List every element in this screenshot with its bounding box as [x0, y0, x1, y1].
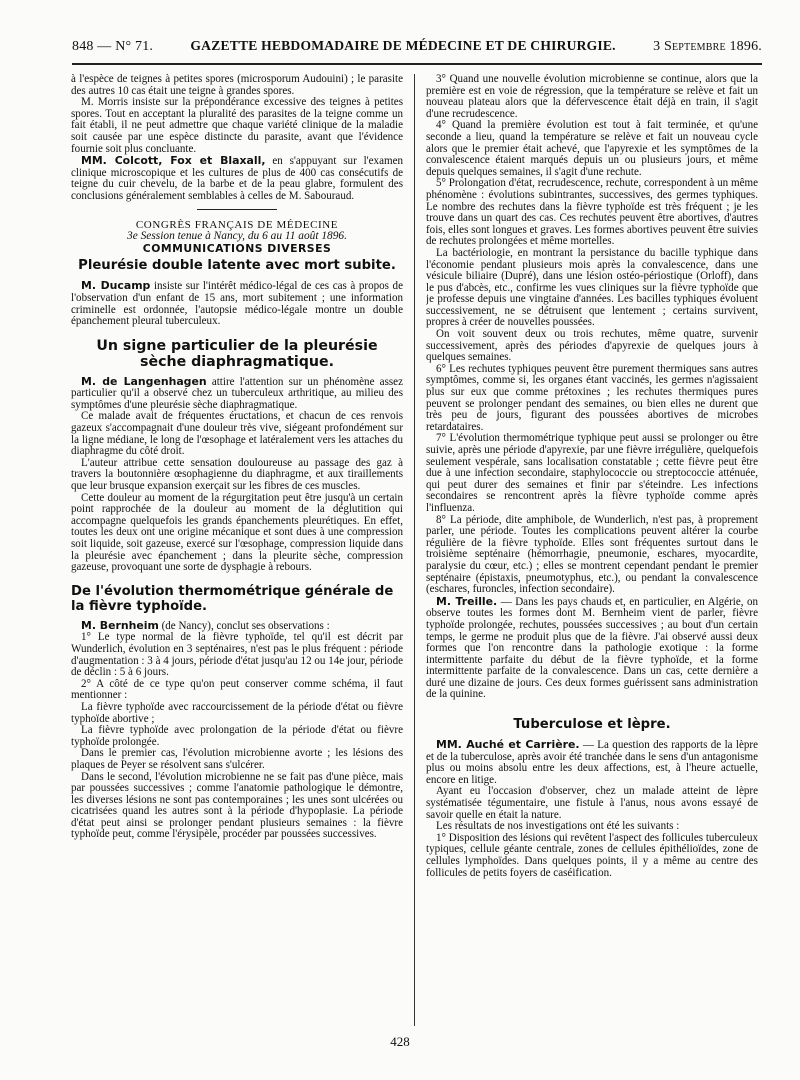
author-name: M. Treille. [436, 594, 498, 608]
paragraph-text: (de Nancy), conclut ses observations : [161, 619, 330, 632]
paragraph [71, 376, 403, 412]
session-line: 3e Session tenue à Nancy, du 6 au 11 août 1896. [127, 230, 347, 243]
paragraph: Dans le second, l'évolution microbienne ne se fait pas d'une pièce, mais par poussées successives ; comme l'anatomie pathologique le démontre, les diverses lésions ne sont pas contemporaines ; les unes sont ulcérées ou cicatrisées quand les autres sont à la période d'hypoplasie. La période d'état peut ainsi se prolonger pendant plusieurs semaines : la fièvre typhoïde peut, comme l'érysipèle, procéder par poussées successives. [71, 770, 403, 841]
article-heading: Tuberculose et lèpre. [513, 717, 671, 733]
article-heading: Un signe particulier de la pleurésie sèche diaphragmatique. [96, 337, 378, 370]
paragraph [71, 155, 403, 202]
paragraph-text: insiste sur l'intérêt médico-légal de ces cas à propos de l'observation d'un enfant de 15 ans, mort subitement ; une information criminelle est ordonnée, l'autopsie médico-légale montre un double épanchement pleural tuberculeux. [71, 280, 403, 328]
paragraph: 7° L'évolution thermométrique typhique peut aussi se prolonger ou être suivie, après une période d'apyrexie, par une fièvre irrégulière, quelquefois seulement vespérale, sans localisation constatable ; cette fièvre peut être due à une infection secondaire, staphylococcie ou streptococcie atténuée, qui peut durer des semaines et finir par s'éteindre. Les infections secondaires se rencontrent après la fièvre typhoïde comme après l'influenza. [426, 432, 758, 514]
paragraph: La bactériologie, en montrant la persistance du bacille typhique dans l'économie pendant plusieurs mois après la convalescence, dans une vésicule biliaire (Dupré), dans une lésion ostéo-périostique (Orloff), dans le pus d'abcès, etc., confirme les vues cliniques sur la fièvre typhoïde que je professe depuis une vingtaine d'années. Les bacilles typhiques évoluent successivement, ne se détruisent que lentement ; certains survivent, propres à créer de nouvelles poussées. [426, 246, 758, 329]
congress-title: CONGRÈS FRANÇAIS DE MÉDECINE [135, 218, 339, 231]
section-heading: COMMUNICATIONS DIVERSES [142, 241, 332, 255]
paragraph: Ce malade avait de fréquentes éructations, et chacun de ces renvois gazeux s'accompagnait d'une douleur très vive, siégeant profondément sur la ligne médiane, le long de l'œsophage et latéralement vers les attaches du diaphragme du côté droit. [71, 410, 403, 458]
right-column [426, 74, 758, 1026]
paragraph [71, 280, 403, 327]
paragraph [426, 596, 758, 701]
author-name: M. Ducamp [81, 279, 151, 293]
paragraph-text: — La question des rapports de la lèpre et de la tuberculose, après avoir été tranchée dans le sens d'un antagonisme plus ou moins absolu entre les deux affections, est, à l'heure actuelle, encore en litige. [426, 739, 758, 786]
issue-date: 3 Septembre 1896. [653, 39, 762, 54]
paragraph: 8° La période, dite amphibole, de Wunderlich, n'est pas, à proprement parler, une période. Toutes les complications peuvent altérer la courbe régulière de la fièvre typhoïde. Elles sont fréquentes surtout dans le troisième septénaire (hémorrhagie, pneumonie, eschares, myocardite, paralysie du cœur, etc.) ; elles se montrent cependant pendant le premier septénaire (épistaxis, pneumotyphus, etc.), ou pendant la convalescence (eschares, furoncles, infection secondaire). [426, 513, 758, 596]
paragraph: Cette douleur au moment de la régurgitation peut être jusqu'à un certain point rapprochée de la douleur au moment de la déglutition qui accompagne quelquefois les grands épanchements pleurétiques. En effet, toutes les deux ont une origine mécanique et sont dues à une compression soit liquide, soit gazeuse, exercé sur l'œsophage, compression liquide dans la pleurésie avec épanchement ; dans la pleurite sèche, compression gazeuse, provoquant une sorte de dysphagie à rebours. [71, 491, 403, 574]
paragraph: La fièvre typhoïde avec prolongation de la période d'état ou fièvre typhoïde prolongée. [71, 724, 403, 748]
paragraph: 4° Quand la première évolution est tout à fait terminée, et qu'une seconde a lieu, quand la température se relève et fait un nouveau cycle alors que le premier était achevé, que l'apyrexie et les symptômes de la convalescence étaient marqués depuis un ou plusieurs jours, et même depuis quelques semaines, il s'agit d'une rechute. [426, 119, 758, 178]
journal-title: GAZETTE HEBDOMADAIRE DE MÉDECINE ET DE CHIRURGIE. [190, 38, 616, 53]
article-heading: Pleurésie double latente avec mort subite. [78, 258, 396, 274]
paragraph [426, 739, 758, 786]
paragraph: On voit souvent deux ou trois rechutes, même quatre, survenir successivement, après des périodes d'apyrexie de quelques jours à quelques semaines. [426, 328, 758, 364]
page-number-issue: 848 — N° 71. [72, 39, 154, 54]
paragraph-text: attire l'attention sur un phénomène assez particulier qu'il a observé chez un tuberculeux arthritique, au milieu des symptômes d'une pleurésie sèche diaphragmatique. [71, 375, 403, 411]
paragraph: L'auteur attribue cette sensation douloureuse au passage des gaz à travers la boutonnière œsophagienne du diaphragme, et aux tiraillements que leur brusque expansion exerçait sur les fibres de ces muscles. [71, 456, 403, 493]
author-names: MM. Colcott, Fox et Blaxall, [81, 154, 266, 168]
article-heading: De l'évolution thermométrique générale de la fièvre typhoïde. [71, 583, 394, 614]
section-rule [197, 209, 277, 210]
paragraph: 5° Prolongation d'état, recrudescence, rechute, correspondent à un même phénomène : évolutions subintrantes, successives, des germes typhiques. Le nombre des rechutes dans la fièvre typhoïde est très fréquent ; je les trouve dans un quart des cas. Ces rechutes peuvent être abortives, d'autres fois, elles sont longues et graves. Les formes abortives peuvent être suivies de rechutes prolongées et même mortelles. [426, 177, 758, 248]
running-header [72, 38, 762, 58]
paragraph: 1° Le type normal de la fièvre typhoïde, tel qu'il est décrit par Wunderlich, évolution en 3 septénaires, n'est pas le plus fréquent : période d'augmentation : 3 à 4 jours, période d'état jusqu'au 12 ou 14e jour, période de déclin : 5 à 6 jours. [71, 631, 403, 679]
paragraph: 1° Disposition des lésions qui revêtent l'aspect des follicules tuberculeux typiques, cellule géante centrale, zones de cellules épithélioïdes, zone de cellules lymphoïdes. Dans quelques points, il y a même au centre des follicules de petits foyers de caséification. [426, 831, 758, 879]
paragraph: 6° Les rechutes typhiques peuvent être purement thermiques sans autres symptômes, comme si, les organes étant vaccinés, les germes n'agissaient plus sur eux que comme prétoxines ; les rechutes thermiques pures peuvent se prolonger pendant des semaines, ou bien elles ne durent que très peu de jours, figurant des poussées abortives de microbes retardataires. [426, 362, 758, 433]
paragraph: M. Morris insiste sur la prépondérance excessive des teignes à petites spores. Tout en acceptant la pluralité des parasites de la teigne comme un fait établi, il ne peut admettre que chaque variété clinique de la maladie soit causée par une espèce distincte du parasite, avant que l'évidence fournie soit plus concluante. [71, 96, 403, 155]
author-names: MM. Auché et Carrière. [436, 738, 580, 752]
author-name: M. Bernheim [81, 618, 159, 632]
paragraph: Dans le premier cas, l'évolution microbienne avorte ; les lésions des plaques de Peyer se résolvent sans s'ulcérer. [71, 747, 403, 771]
paragraph: La fièvre typhoïde avec raccourcissement de la période d'état ou fièvre typhoïde abortive ; [71, 700, 403, 725]
column-separator [414, 74, 415, 1026]
paragraph: 3° Quand une nouvelle évolution microbienne se continue, alors que la première est en voie de régression, que la température se relève et fait un nouveau plateau alors que la défervescence était déjà en train, il s'agit d'une recrudescence. [426, 74, 758, 120]
folio-number: 428 [390, 1034, 410, 1049]
paragraph: Ayant eu l'occasion d'observer, chez un malade atteint de lèpre systématisée tégumentaire, une fistule à l'anus, nous avons essayé de savoir quelle en était la nature. [426, 785, 758, 821]
paragraph-text: — Dans les pays chauds et, en particulier, en Algérie, on observe toutes les formes dont M. Bernheim vient de parler, fièvre typhoïde prolongée, rechutes, poussées successives ; au bout d'un certain temps, le germe ne produit plus que de la fièvre. J'ai observé aussi deux formes que l'on rencontre dans la pathologie exotique : la forme intermittente parfaite du début de la fièvre typhoïde, et la forme intermittente parfaite de la convalescence. Dans un cas, cette dernière a duré une dizaine de jours. Ces deux formes guérissent sans administration de la quinine. [426, 595, 758, 701]
author-name: M. de Langenhagen [81, 374, 207, 388]
paragraph: Les résultats de nos investigations ont été les suivants : [436, 820, 680, 833]
paragraph: 2° A côté de ce type qu'on peut conserver comme schéma, il faut mentionner : [71, 677, 403, 702]
left-column [71, 74, 403, 1026]
paragraph-text: en s'appuyant sur l'examen clinique microscopique et les cultures de plus de 400 cas consécutifs de teigne du cuir chevelu, de la barbe et de la peau glabre, formulent des conclusions généralement semblables à celles de M. Sabouraud. [71, 155, 403, 202]
paragraph: à l'espèce de teignes à petites spores (microsporum Audouini) ; le parasite des autres 10 cas était une teigne à grandes spores. [71, 74, 403, 97]
header-rule [72, 63, 762, 65]
